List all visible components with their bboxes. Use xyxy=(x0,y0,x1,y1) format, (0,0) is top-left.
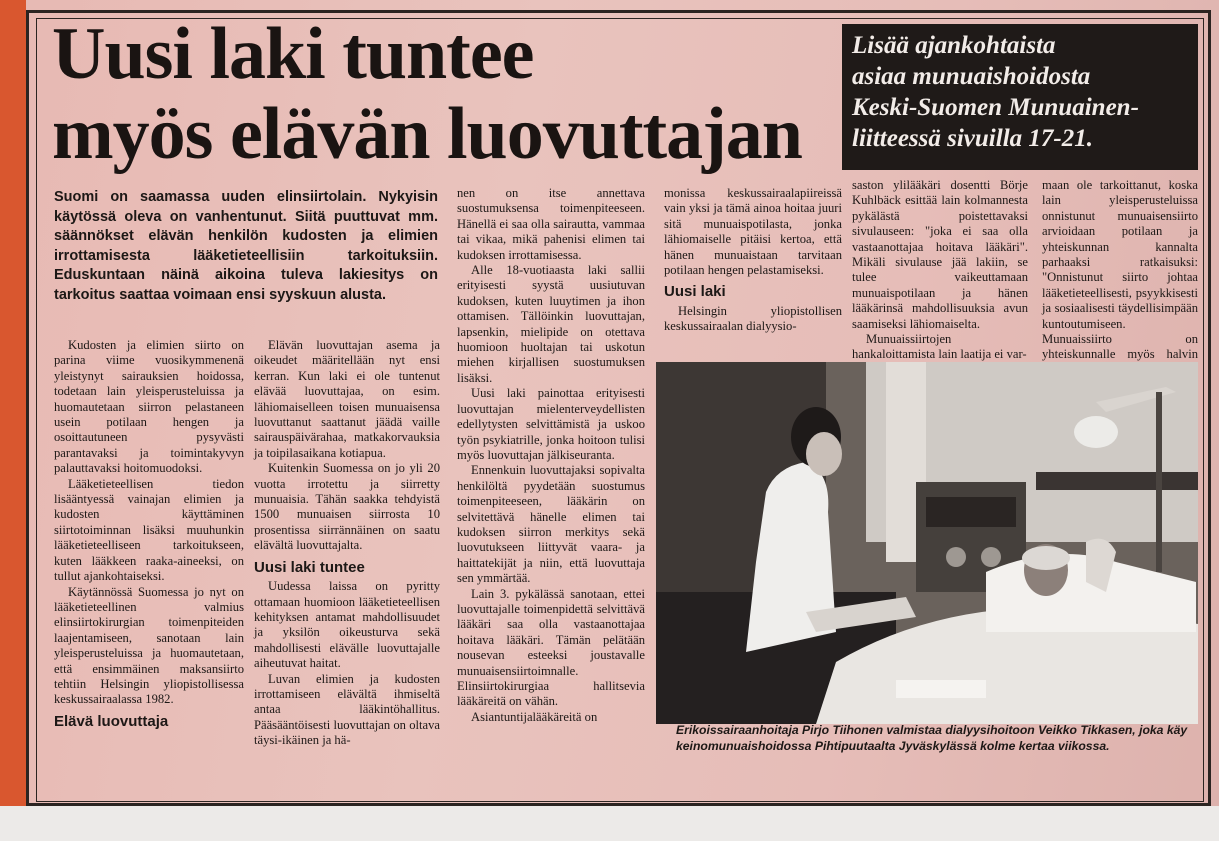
paragraph: monissa keskussairaalapiireissä vain yksi ja tämä ainoa hoitaa juuri sitä munuaispotilasta, jonka lähiomaiselle pitäisi kertoa, että hänen munuaistaan tarvitaan potilaan hengen pelastamiseksi. xyxy=(664,186,842,278)
column-2 xyxy=(254,338,440,749)
paragraph: Uusi laki painottaa erityisesti luovuttajan mielenterveydellisten edellytysten selvittämistä ja uskoo työn psykiatrille, jonka hoitoon tulisi myös luovuttajan jälkiseuranta. xyxy=(457,386,645,462)
photo-caption: Erikoissairaanhoitaja Pirjo Tiihonen valmistaa dialyysihoitoon Veikko Tikkasen, joka käy keinomunuaishoidossa Pihtipuutaalta Jyväskylässä kolme kertaa viikossa. xyxy=(676,723,1188,753)
subheading: Uusi laki xyxy=(664,283,726,301)
paragraph: Lääketieteellisen tiedon lisääntyessä vainajan elimien ja kudosten käyttäminen siirtotoiminnan lisäksi muuhunkin lääketieteelliseen tarkoitukseen, kuten lääkkeen raaka-aineeksi, on tullut ajankohtaiseksi. xyxy=(54,476,244,584)
paragraph: Asiantuntijalääkäreitä on xyxy=(471,709,598,724)
paragraph: Helsingin yliopistollisen keskussairaalan dialyysio- xyxy=(664,303,842,334)
paragraph: Luvan elimien ja kudosten irrottamiseen elävältä ihmiseltä antaa lääkintöhallitus. Pääsääntöisesti luovuttajan on oltava täysi-ikäinen ja hä- xyxy=(254,671,440,748)
paragraph: Munuaissiirtojen hankaloittamista lain laatija ei var- xyxy=(852,332,1027,362)
news-photo xyxy=(656,362,1198,724)
paragraph: Ennenkuin luovuttajaksi sopivalta henkilöltä pyydetään suostumus toimenpiteeseen, lääkärin on selvitettävä hänelle elimen tai kudoksen siirron merkitys sekä luovutukseen liittyvät vaara- ja haittatekijät ja niin, että luovuttaja sen ymmärtää. xyxy=(457,463,645,586)
promo-line: asiaa munuaishoidosta xyxy=(852,63,1091,90)
paragraph: Käytännössä Suomessa jo nyt on lääketieteellinen valmius elinsiirtokirurgian toimenpiteiden laajentamiseen, sanotaan lain yleisperusteluissa ja huomautetaan, että ensimmäinen maksansiirto tehtiin Helsingin yliopistollisessa keskussairaalassa 1982. xyxy=(54,584,244,707)
column-5 xyxy=(852,178,1028,363)
paragraph: Alle 18-vuotiaasta laki sallii erityisesti syystä uusiutuvan kudoksen, kuten luuytimen ja ihon ottamisen. Tällöinkin luovuttajan, lapsenkin, mielipide on otettava huomioon huoltajan tai uskotun miehen kirjallisen suostumuksen lisäksi. xyxy=(457,263,645,385)
background-edge xyxy=(0,0,26,841)
headline-line-2: myös elävän luovuttajan xyxy=(52,93,802,175)
promo-line: Keski-Suomen Munuainen- xyxy=(852,94,1139,121)
photo-illustration xyxy=(656,362,1198,724)
column-1 xyxy=(54,338,244,733)
paragraph: nen on itse annettava suostumuksensa toimenpiteeseen. Hänellä ei saa olla sairautta, vammaa tai vikaa, mikä pahenisi elimen tai kudoksen irrottamisessa. xyxy=(457,186,645,262)
column-3 xyxy=(457,186,645,725)
promo-box xyxy=(842,24,1198,170)
paragraph: Lain 3. pykälässä sanotaan, ettei luovuttajalle toimenpidettä selvittävä lääkäri saa olla vastaanottajaa hoitava lääkäri. Tämän pelätään nousevan esteeksi joustavalle munuaisensiirtoimnalle. Elinsiirtokirurgiaa hallitsevia lääkäreitä on vähän. xyxy=(457,586,645,709)
table-surface xyxy=(0,806,1219,841)
headline-line-1: Uusi laki tuntee xyxy=(52,13,534,95)
promo-line: liitteessä sivuilla 17-21. xyxy=(852,125,1093,152)
paragraph: Kudosten ja elimien siirto on parina viime vuosikymmenenä yleistynyt sairauksien hoidossa, todetaan lain yleisperusteluissa ja huomautetaan siirron pelastaneen usein potilaan hengen ja osoittautuneen pysyvästi parantavaksi ja toimintakyvyn palauttavaksi hoitomuodoksi. xyxy=(54,338,244,476)
column-4 xyxy=(664,186,842,335)
paragraph: Uudessa laissa on pyritty ottamaan huomioon lääketieteellisen kehityksen antamat mahdollisuudet ja yksilön oikeusturva sekä mahdollisesti elävälle luovuttajalle aiheutuvat haitat. xyxy=(254,579,440,671)
subheading: Elävä luovuttaja xyxy=(54,712,169,730)
paragraph: Kuitenkin Suomessa on jo yli 20 vuotta irrotettu ja siirretty munuaisia. Tähän saakka tehdyistä 1500 munuaisen siirrosta 10 prosentissa siirrännäinen on saatu elävältä luovuttajalta. xyxy=(254,461,440,553)
paragraph: Elävän luovuttajan asema ja oikeudet määritellään nyt ensi kerran. Kun laki ei ole tuntenut elävää luovuttajaa, on esim. lähiomaiselleen toisen munuaisensa luovuttanut saattanut jäädä vaille sairauspäivärahaa, matkakorvauksia ja toipilasaikana kotiapua. xyxy=(254,338,440,460)
headline xyxy=(52,14,842,174)
promo-line: Lisää ajankohtaista xyxy=(852,32,1056,59)
lead-paragraph: Suomi on saamassa uuden elinsiirtolain. Nykyisin käytössä oleva on vanhentunut. Siitä puuttuvat mm. säännökset elävän henkilön kudosten ja elimien irrottamisesta lääketieteellisiin tarkoituksiin. Eduskuntaan näinä aikoina tuleva lakiesitys on tarkoitus saattaa voimaan ensi syyskuun alusta. xyxy=(54,189,438,303)
paragraph: maan ole tarkoittanut, koska lain yleisperusteluissa onnistunut munuaisensiirto arvioidaan potilaan ja yhteiskunnan kannalta parhaaksi ratkaisuksi: "Onnistunut siirto johtaa lääketieteellisesti, psyykkisesti ja sosiaalisesti täydellisimpään kuntoutumiseen. Munuaissiirto on yhteiskunnalle myös halvin xyxy=(1042,178,1198,362)
subheading: Uusi laki tuntee xyxy=(254,558,365,576)
paragraph: saston ylilääkäri dosentti Börje Kuhlbäck esittää lain kolmannesta pykälästä poistettavaksi sivulauseen: "joka ei saa olla vastaanottajaa hoitava lääkäri". Mikäli sivulause jää lakiin, se tulee vaikeuttamaan munuaispotilaan ja hänen lääkärinsä mahdollisuuksia avun saamiseksi lähiomaiselta. xyxy=(852,178,1028,331)
